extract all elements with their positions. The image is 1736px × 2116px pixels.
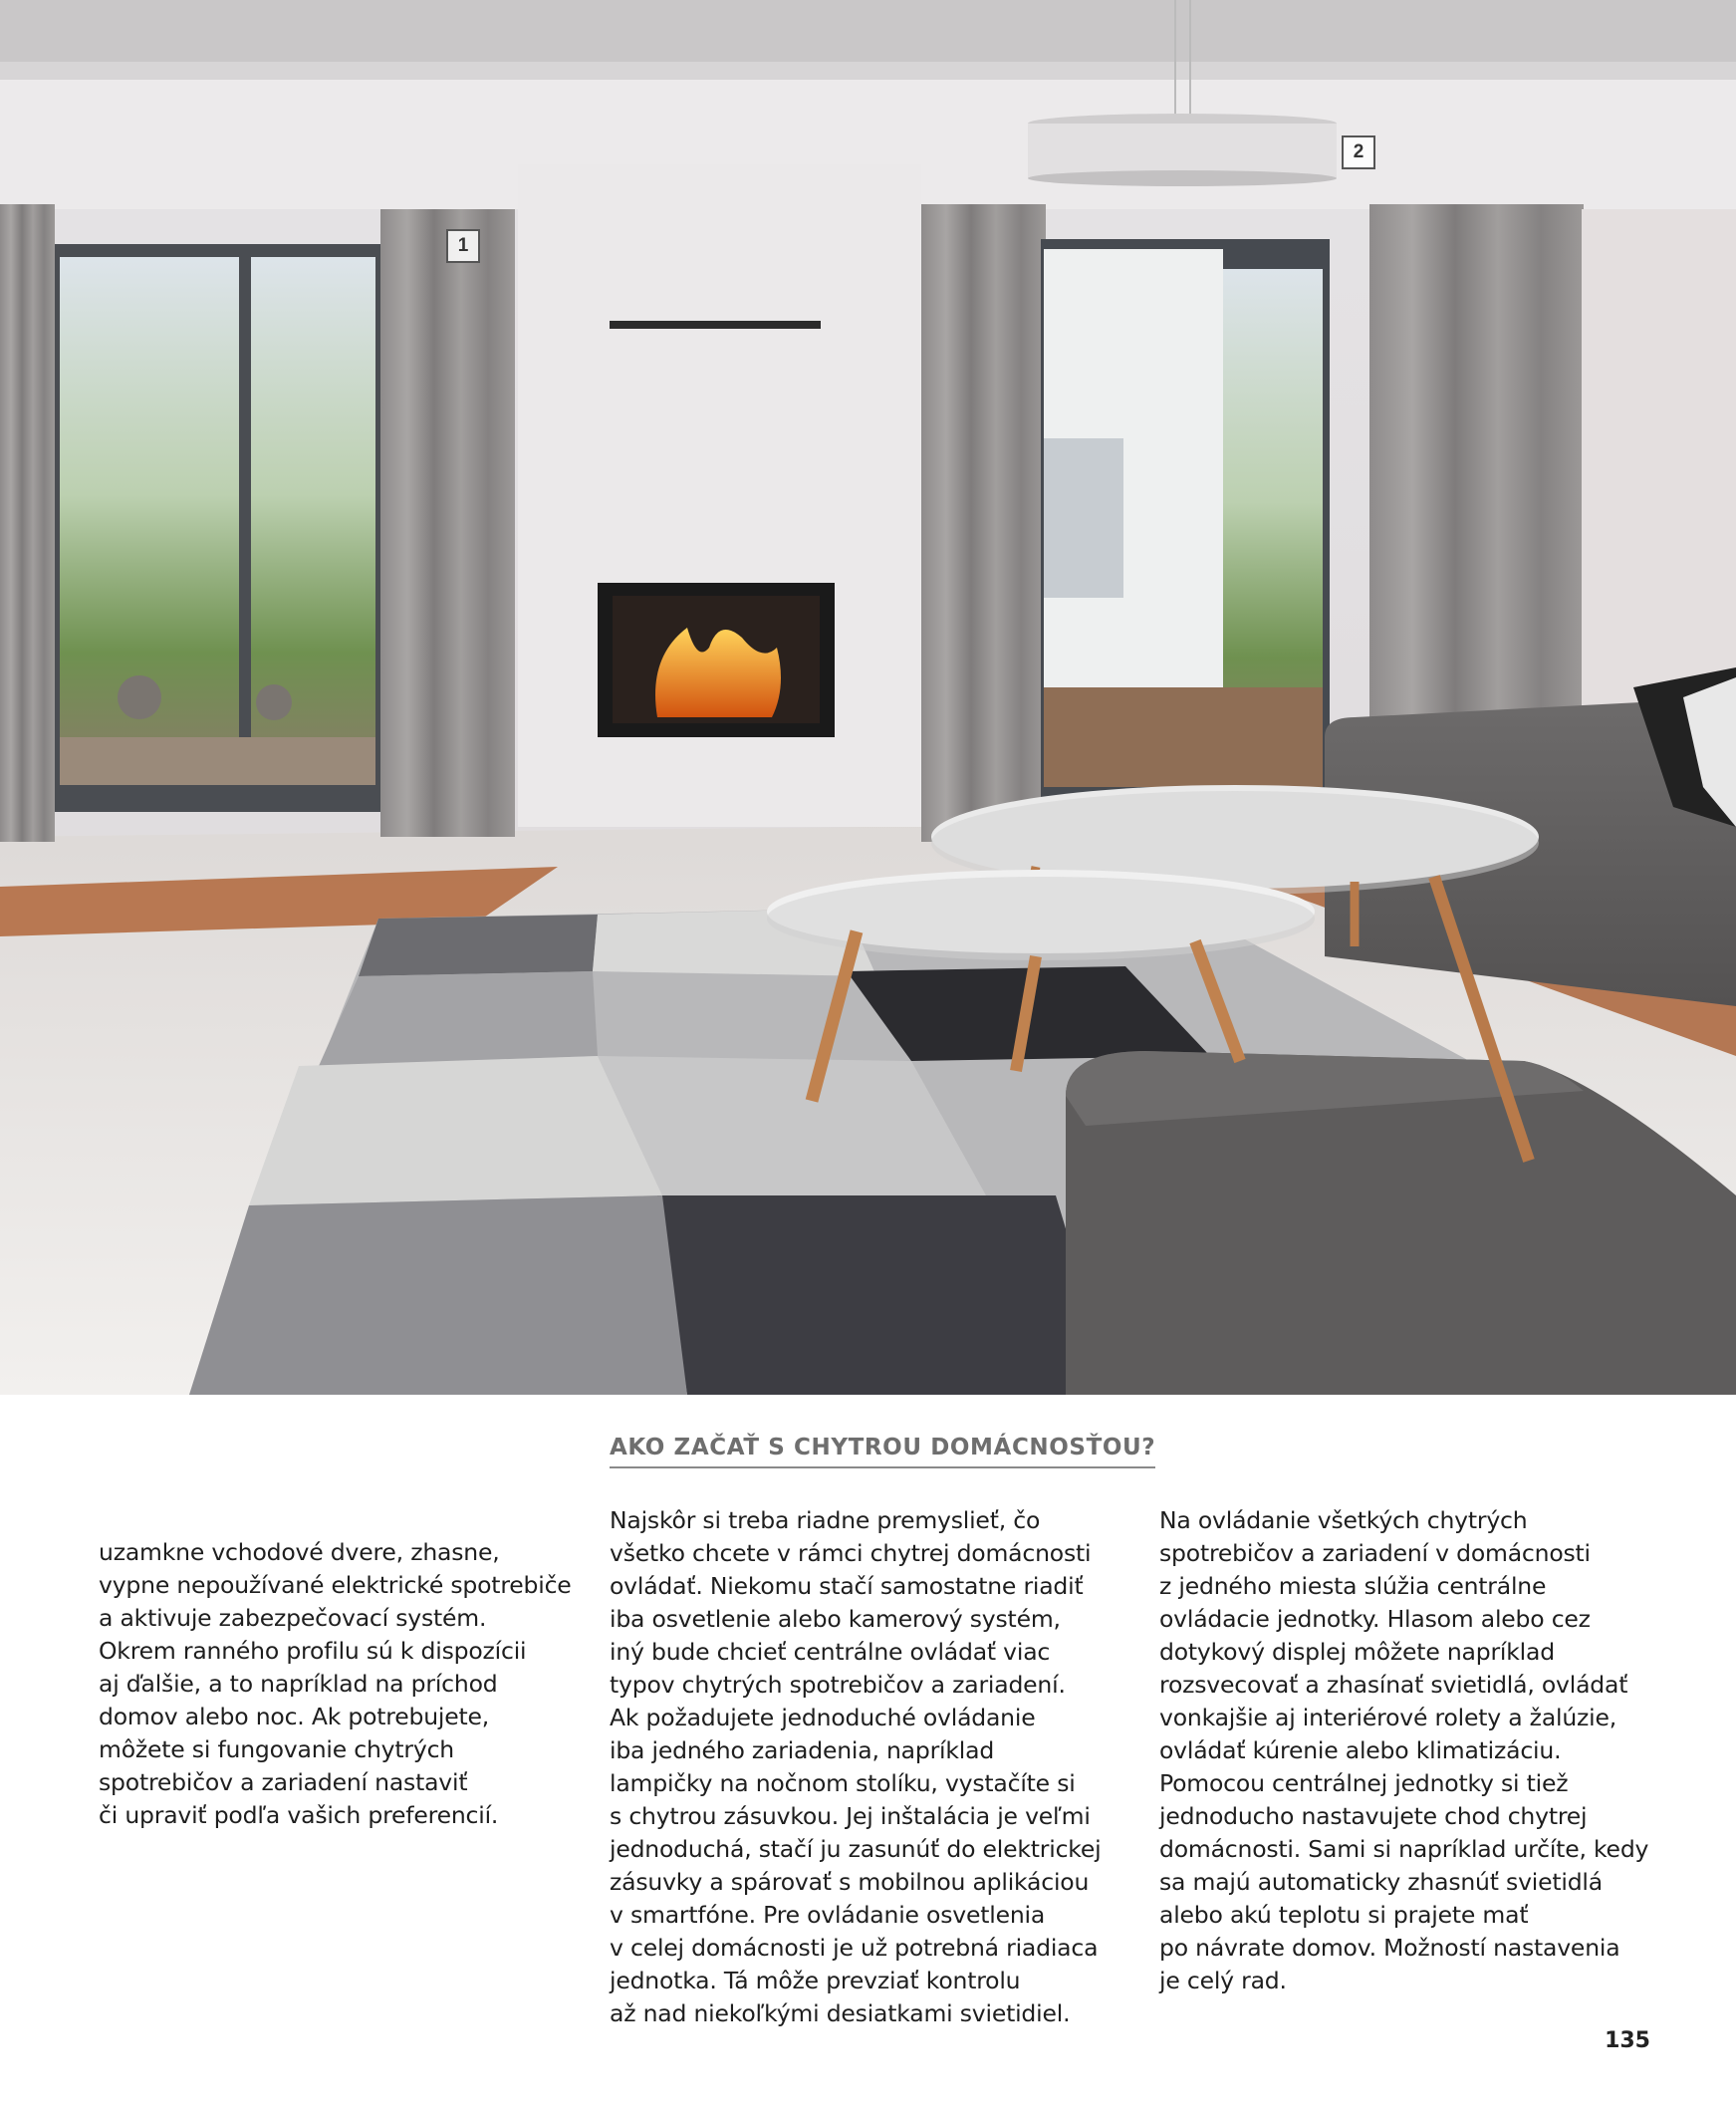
text-line: uzamkne vchodové dvere, zhasne, — [99, 1538, 500, 1566]
text-line: po návrate domov. Možností nastavenia — [1159, 1934, 1620, 1962]
article-text — [0, 1395, 1736, 2116]
text-line: ovládať kúrenie alebo klimatizáciu. — [1159, 1736, 1562, 1764]
column-middle — [610, 1504, 1101, 2030]
text-line: iba osvetlenie alebo kamerový systém, — [610, 1605, 1061, 1633]
text-line: rozsvecovať a zhasínať svietidlá, ovládať — [1159, 1671, 1628, 1699]
column-right — [1159, 1504, 1648, 1997]
text-line: alebo akú teplotu si prajete mať — [1159, 1901, 1529, 1929]
text-line: domov alebo noc. Ak potrebujete, — [99, 1703, 490, 1730]
text-line: dotykový displej môžete napríklad — [1159, 1638, 1555, 1666]
text-line: spotrebičov a zariadení nastaviť — [99, 1768, 468, 1796]
text-line: vypne nepoužívané elektrické spotrebiče — [99, 1571, 572, 1599]
text-line: ovládacie jednotky. Hlasom alebo cez — [1159, 1605, 1591, 1633]
text-line: zásuvky a spárovať s mobilnou aplikáciou — [610, 1868, 1090, 1896]
text-line: domácnosti. Sami si napríklad určíte, kedy — [1159, 1835, 1649, 1863]
text-line: a aktivuje zabezpečovací systém. — [99, 1604, 487, 1632]
text-line: lampičky na nočnom stolíku, vystačíte si — [610, 1769, 1076, 1797]
text-line: iný bude chcieť centrálne ovládať viac — [610, 1638, 1051, 1666]
text-line: ovládať. Niekomu stačí samostatne riadiť — [610, 1572, 1084, 1600]
text-line: s chytrou zásuvkou. Jej inštalácia je veľmi — [610, 1802, 1091, 1830]
text-line: môžete si fungovanie chytrých — [99, 1735, 454, 1763]
column-left — [99, 1536, 572, 1832]
text-line: až nad niekoľkými desiatkami svietidiel. — [610, 1999, 1071, 2027]
text-line: Okrem ranného profilu sú k dispozícii — [99, 1637, 527, 1665]
text-line: vonkajšie aj interiérové rolety a žalúzie, — [1159, 1704, 1617, 1731]
text-line: aj ďalšie, a to napríklad na príchod — [99, 1670, 498, 1698]
text-line: Pomocou centrálnej jednotky si tiež — [1159, 1769, 1569, 1797]
text-line: jednoducho nastavujete chod chytrej — [1159, 1802, 1588, 1830]
text-line: v celej domácnosti je už potrebná riadiaca — [610, 1934, 1099, 1962]
text-line: či upraviť podľa vašich preferencií. — [99, 1801, 499, 1829]
text-line: Najskôr si treba riadne premyslieť, čo — [610, 1506, 1041, 1534]
section-heading: AKO ZAČAŤ S CHYTROU DOMÁCNOSŤOU? — [610, 1435, 1155, 1468]
text-line: sa majú automaticky zhasnúť svietidlá — [1159, 1868, 1603, 1896]
text-line: Ak požadujete jednoduché ovládanie — [610, 1704, 1036, 1731]
callout-marker-1: 1 — [446, 229, 480, 263]
text-line: jednoduchá, stačí ju zasunúť do elektrickej — [610, 1835, 1102, 1863]
text-line: všetko chcete v rámci chytrej domácnosti — [610, 1539, 1092, 1567]
text-line: jednotka. Tá môže prevziať kontrolu — [610, 1967, 1021, 1994]
text-line: z jedného miesta slúžia centrálne — [1159, 1572, 1547, 1600]
text-line: je celý rad. — [1159, 1967, 1287, 1994]
page-number: 135 — [1605, 2028, 1650, 2053]
text-line: v smartfóne. Pre ovládanie osvetlenia — [610, 1901, 1046, 1929]
text-line: iba jedného zariadenia, napríklad — [610, 1736, 995, 1764]
text-line: Na ovládanie všetkých chytrých — [1159, 1506, 1528, 1534]
text-line: spotrebičov a zariadení v domácnosti — [1159, 1539, 1591, 1567]
callout-marker-2: 2 — [1342, 135, 1375, 169]
text-line: typov chytrých spotrebičov a zariadení. — [610, 1671, 1066, 1699]
